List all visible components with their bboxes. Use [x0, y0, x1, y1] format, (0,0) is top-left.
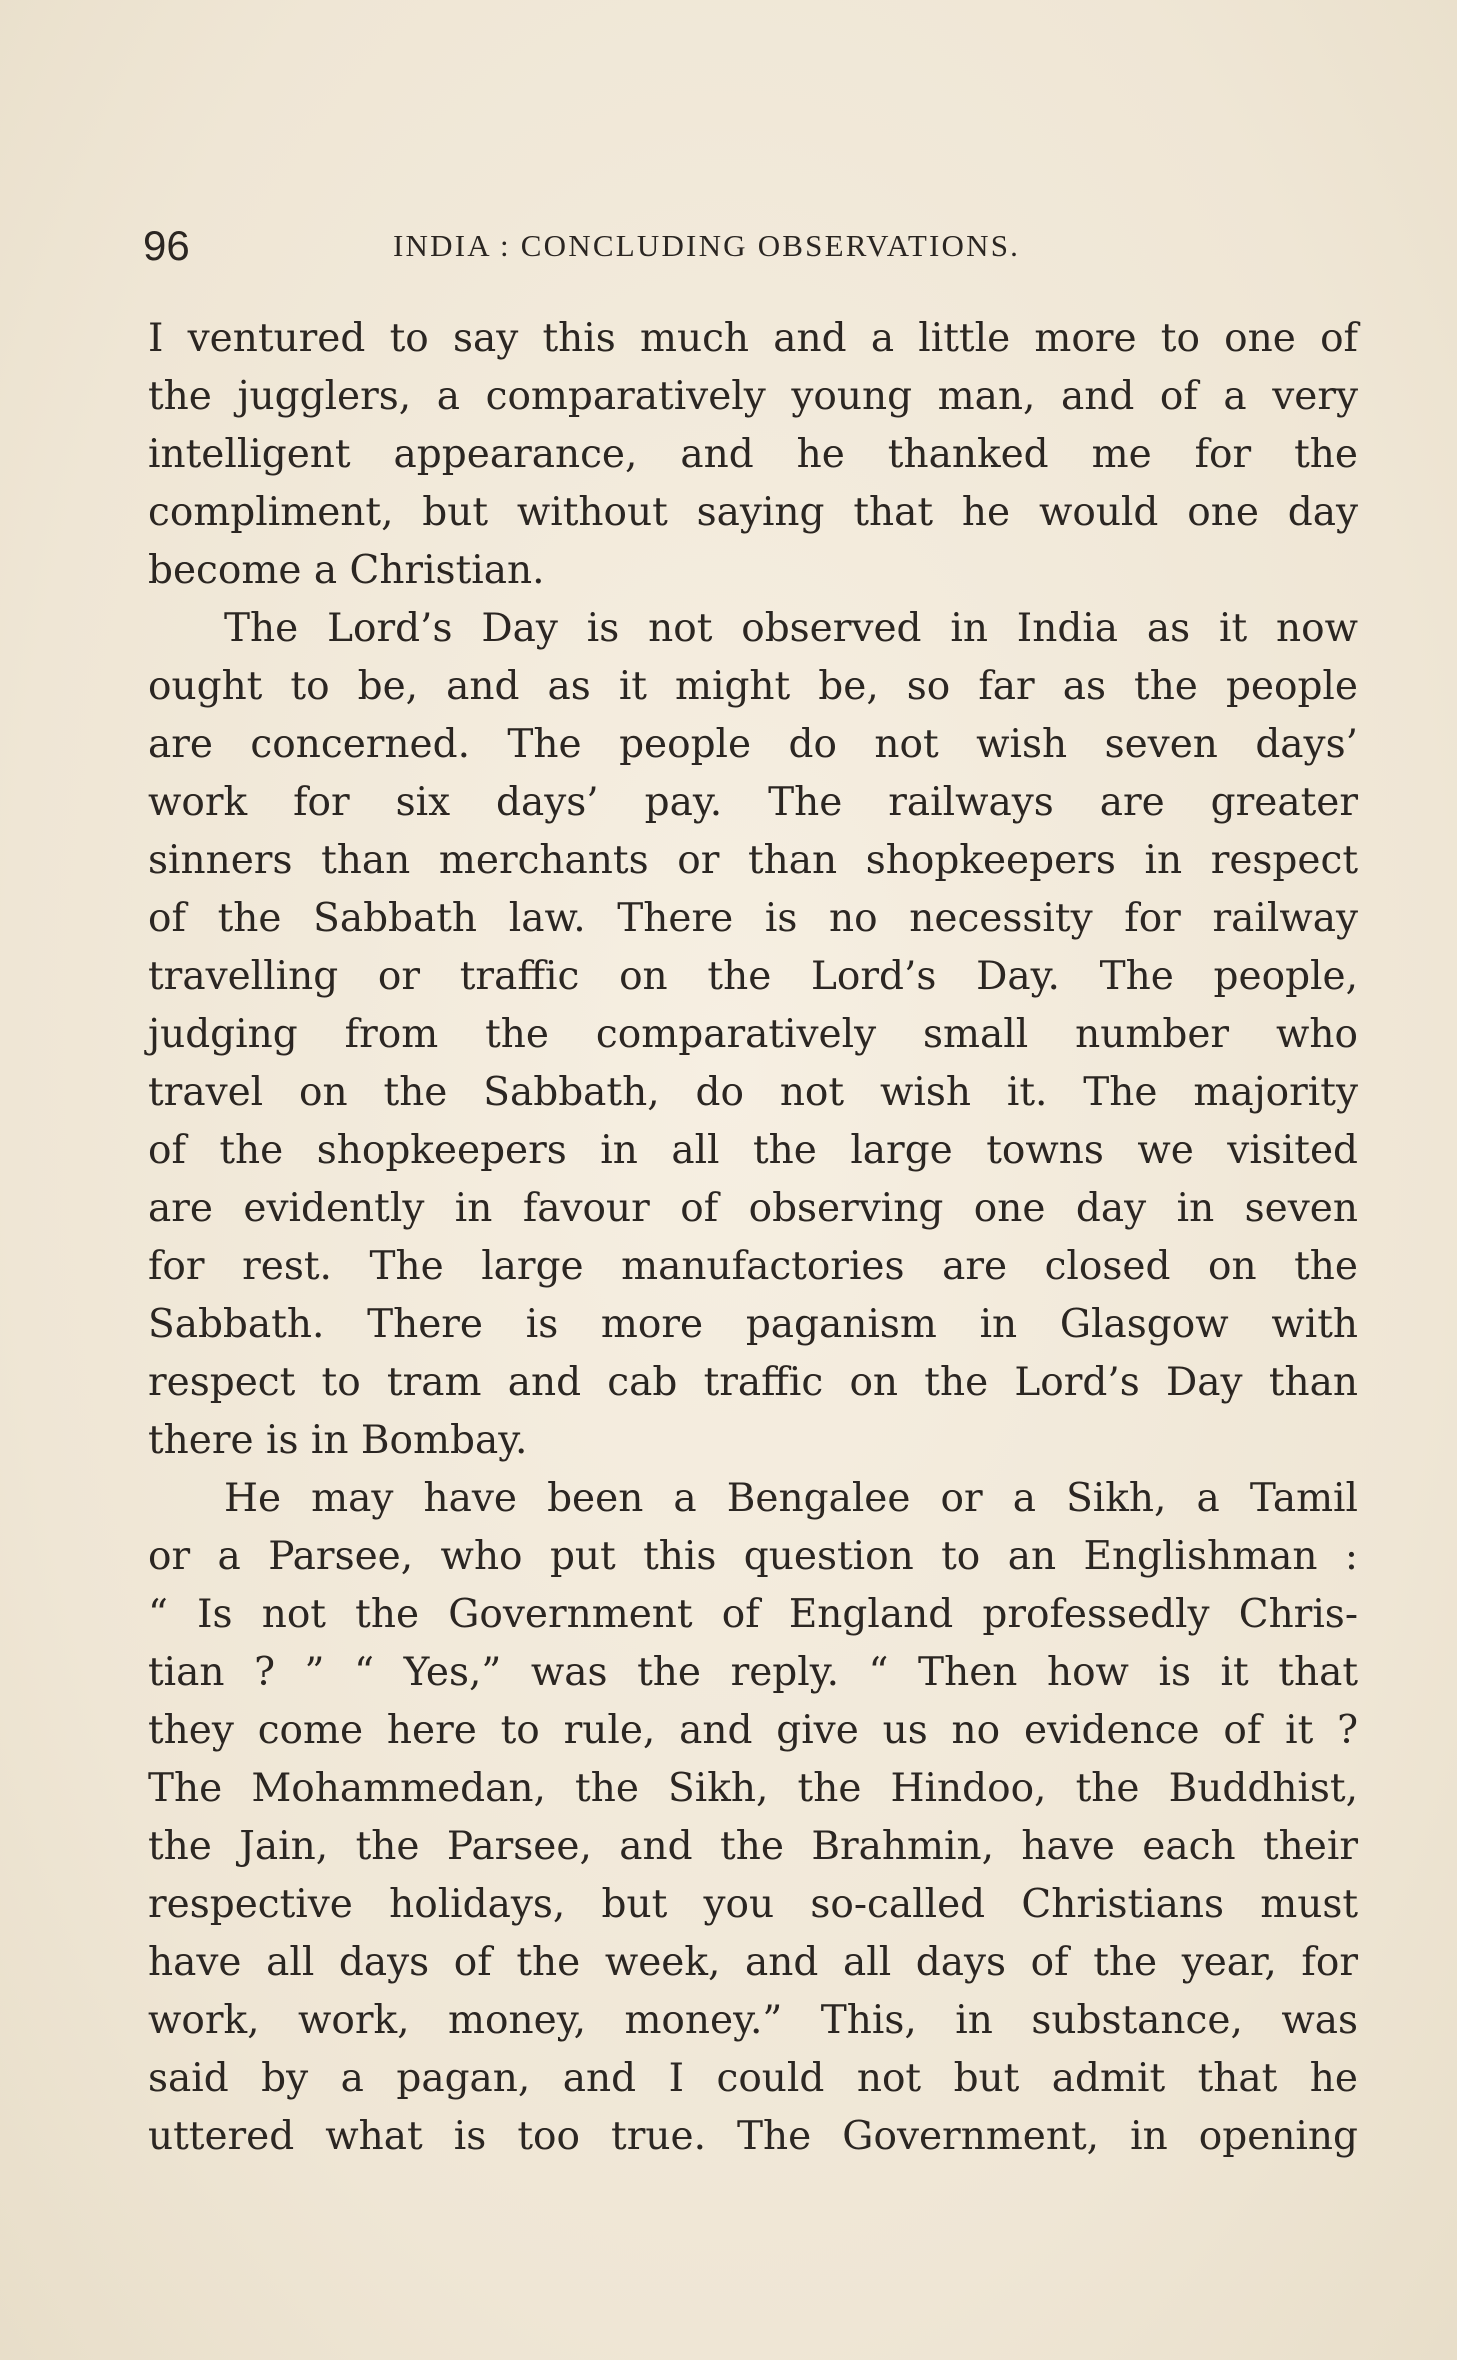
text-line: have all days of the week, and all days of the year, for: [148, 1940, 1358, 1985]
running-head: INDIA : CONCLUDING OBSERVATIONS.: [393, 228, 1021, 263]
text-line: “ Is not the Government of England professedly Chris-: [148, 1592, 1358, 1637]
paragraph: [148, 1470, 1358, 2166]
text-line: judging from the comparatively small number who: [148, 1012, 1358, 1057]
text-line: The Lord’s Day is not observed in India as it now: [224, 606, 1358, 651]
text-line: intelligent appearance, and he thanked me for the: [148, 432, 1358, 477]
text-line: Sabbath. There is more paganism in Glasgow with: [148, 1302, 1358, 1347]
text-line: said by a pagan, and I could not but admit that he: [148, 2056, 1358, 2101]
text-line: He may have been a Bengalee or a Sikh, a Tamil: [224, 1476, 1358, 1521]
paragraph: [148, 600, 1358, 1470]
page-header: [143, 218, 1338, 278]
text-line: of the shopkeepers in all the large towns we visited: [148, 1128, 1358, 1173]
text-line: work for six days’ pay. The railways are greater: [148, 780, 1358, 825]
paragraph: [148, 310, 1358, 600]
page-number: 96: [143, 222, 190, 269]
text-line: travel on the Sabbath, do not wish it. The majority: [148, 1070, 1358, 1115]
text-line: there is in Bombay.: [148, 1418, 528, 1463]
text-line: for rest. The large manufactories are closed on the: [148, 1244, 1358, 1289]
text-line: respective holidays, but you so-called Christians must: [148, 1882, 1358, 1927]
text-line: travelling or traffic on the Lord’s Day. The people,: [148, 954, 1358, 999]
text-line: are evidently in favour of observing one day in seven: [148, 1186, 1358, 1231]
text-line: respect to tram and cab traffic on the Lord’s Day than: [148, 1360, 1358, 1405]
text-line: become a Christian.: [148, 548, 545, 593]
text-line: the Jain, the Parsee, and the Brahmin, have each their: [148, 1824, 1358, 1869]
text-line: uttered what is too true. The Government, in opening: [148, 2114, 1358, 2159]
text-line: they come here to rule, and give us no evidence of it ?: [148, 1708, 1358, 1753]
text-line: or a Parsee, who put this question to an Englishman :: [148, 1534, 1358, 1579]
text-line: are concerned. The people do not wish seven days’: [148, 722, 1358, 767]
text-line: ought to be, and as it might be, so far as the people: [148, 664, 1358, 709]
text-line: of the Sabbath law. There is no necessity for railway: [148, 896, 1358, 941]
text-line: work, work, money, money.” This, in substance, was: [148, 1998, 1358, 2043]
text-line: I ventured to say this much and a little more to one of: [148, 316, 1358, 361]
text-line: The Mohammedan, the Sikh, the Hindoo, the Buddhist,: [148, 1766, 1358, 1811]
text-line: the jugglers, a comparatively young man, and of a very: [148, 374, 1358, 419]
text-line: sinners than merchants or than shopkeepers in respect: [148, 838, 1358, 883]
text-line: compliment, but without saying that he would one day: [148, 490, 1358, 535]
text-line: tian ? ” “ Yes,” was the reply. “ Then how is it that: [148, 1650, 1358, 1695]
body-text: [148, 310, 1358, 2166]
